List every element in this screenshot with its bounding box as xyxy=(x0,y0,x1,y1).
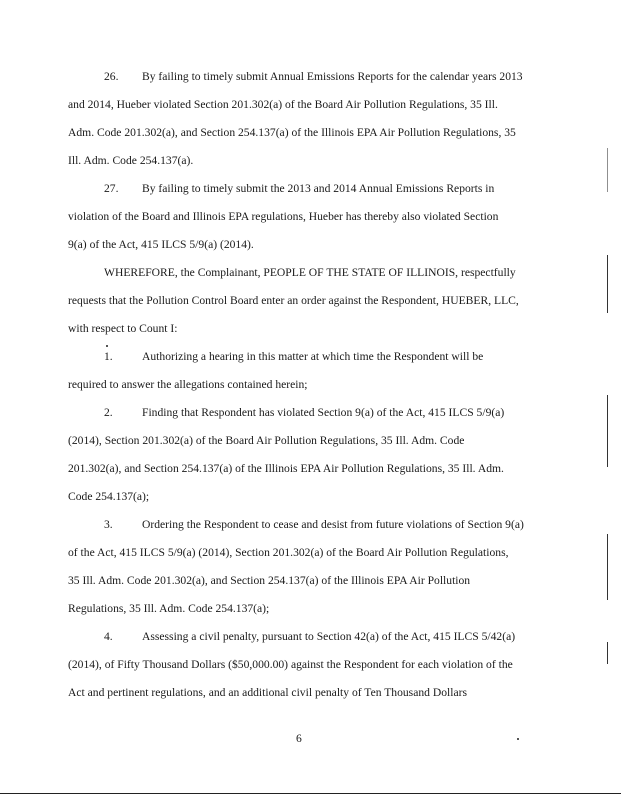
paragraph-number: 26. xyxy=(104,70,119,83)
text-line: Regulations, 35 Ill. Adm. Code 254.137(a); xyxy=(68,602,270,615)
text-line: Assessing a civil penalty, pursuant to Section 42(a) of the Act, 415 ILCS 5/42(a) xyxy=(142,630,516,643)
paragraph-number: 3. xyxy=(104,518,113,531)
scan-margin-mark xyxy=(607,534,608,600)
text-line: 201.302(a), and Section 254.137(a) of the Illinois EPA Air Pollution Regulations, 35 Ill. Adm. xyxy=(68,462,504,475)
scan-margin-mark xyxy=(607,255,608,313)
text-line: Ill. Adm. Code 254.137(a). xyxy=(68,154,194,167)
scan-margin-mark xyxy=(607,148,608,192)
text-line: requests that the Pollution Control Board enter an order against the Respondent, HUEBER, LLC, xyxy=(68,294,519,307)
text-line: of the Act, 415 ILCS 5/9(a) (2014), Section 201.302(a) of the Board Air Pollution Regulations, xyxy=(68,546,509,559)
text-line: WHEREFORE, the Complainant, PEOPLE OF THE STATE OF ILLINOIS, respectfully xyxy=(104,266,516,279)
text-line: By failing to timely submit the 2013 and 2014 Annual Emissions Reports in xyxy=(142,182,495,195)
text-line: 35 Ill. Adm. Code 201.302(a), and Section 254.137(a) of the Illinois EPA Air Pollution xyxy=(68,574,471,587)
text-line: 9(a) of the Act, 415 ILCS 5/9(a) (2014). xyxy=(68,238,254,251)
text-line: Code 254.137(a); xyxy=(68,490,150,503)
page-number: 6 xyxy=(296,732,302,745)
scan-speck xyxy=(517,738,519,740)
scan-margin-mark xyxy=(607,642,608,664)
scan-bottom-edge xyxy=(0,793,621,794)
text-line: (2014), Section 201.302(a) of the Board Air Pollution Regulations, 35 Ill. Adm. Code xyxy=(68,434,465,447)
text-line: By failing to timely submit Annual Emissions Reports for the calendar years 2013 xyxy=(142,70,523,83)
paragraph-number: 4. xyxy=(104,630,113,643)
scan-speck xyxy=(106,345,108,347)
text-line: violation of the Board and Illinois EPA regulations, Hueber has thereby also violated Section xyxy=(68,210,499,223)
text-line: Adm. Code 201.302(a), and Section 254.137(a) of the Illinois EPA Air Pollution Regulations, 35 xyxy=(68,126,516,139)
text-line: required to answer the allegations contained herein; xyxy=(68,378,308,391)
text-line: (2014), of Fifty Thousand Dollars ($50,000.00) against the Respondent for each violation of the xyxy=(68,658,513,671)
text-line: Finding that Respondent has violated Section 9(a) of the Act, 415 ILCS 5/9(a) xyxy=(142,406,505,419)
paragraph-number: 2. xyxy=(104,406,113,419)
text-line: Act and pertinent regulations, and an additional civil penalty of Ten Thousand Dollars xyxy=(68,686,467,699)
scan-margin-mark xyxy=(607,395,608,467)
text-line: with respect to Count I: xyxy=(68,322,178,335)
paragraph-number: 1. xyxy=(104,350,113,363)
paragraph-number: 27. xyxy=(104,182,119,195)
text-line: and 2014, Hueber violated Section 201.302(a) of the Board Air Pollution Regulations, 35 Ill. xyxy=(68,98,498,111)
text-line: Ordering the Respondent to cease and desist from future violations of Section 9(a) xyxy=(142,518,524,531)
text-line: Authorizing a hearing in this matter at which time the Respondent will be xyxy=(142,350,484,363)
